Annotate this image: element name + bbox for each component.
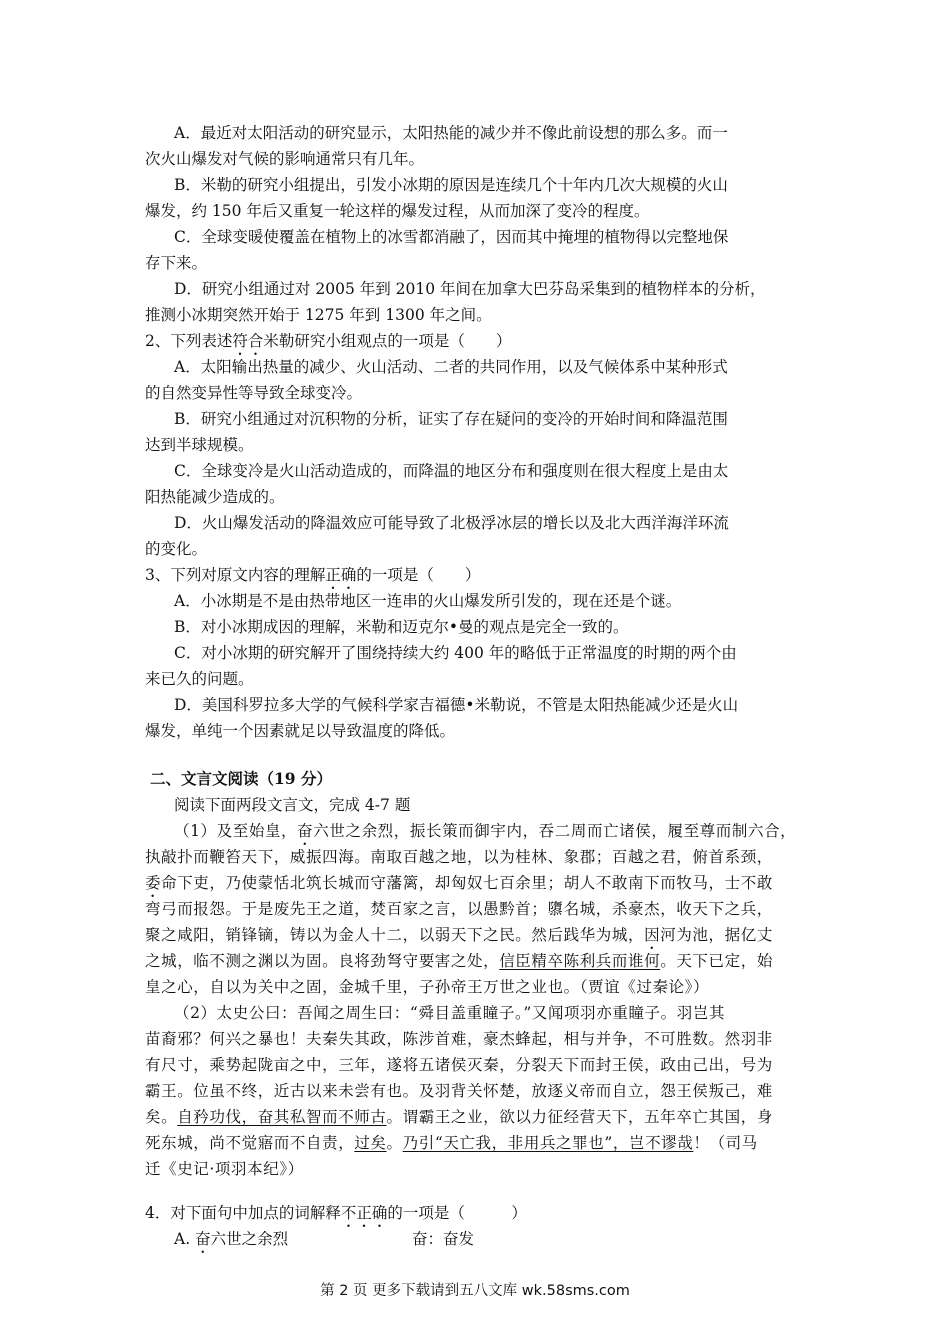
question-4-stem: 4．对下面句中加点的词解释不正确的一项是（ ） [145,1204,527,1222]
passage-1-line: 皇之心，自以为关中之固，金城千里，子孙帝王万世之业也。（贾谊《过秦论》） [145,978,710,996]
passage-1-line: 聚之咸阳，销锋镝，铸以为金人十二，以弱天下之民。然后践华为城，因河为池，据亿丈 [145,926,773,944]
underlined-sentence: 自矜功伐，奋其私智而不师古 [177,1108,387,1126]
emphasis-word: 符合 [232,332,264,350]
question-2-option-line: B．研究小组通过对沉积物的分析，证实了存在疑问的变冷的开始时间和降温范围 [174,410,728,428]
sec1-line-7: D．研究小组通过对 2005 年到 2010 年间在加拿大巴芬岛采集到的植物样本的分析， [174,280,766,298]
sec1-line-3: B．米勒的研究小组提出，引发小冰期的原因是连续几个十年内几次大规模的火山 [174,176,728,194]
question-4-option-a-answer: 奋：奋发 [412,1230,475,1248]
passage-1-line: （1）及至始皇，奋六世之余烈，振长策而御宇内，吞二周而亡诸侯，履至尊而制六合， [174,822,797,840]
underlined-sentence: 过矣 [354,1134,387,1152]
underlined-sentence: 乃引“天亡我，非用兵之罪也”，岂不谬哉 [402,1134,694,1152]
passage-2-line: 霸王。位虽不终，近古以来未尝有也。及羽背关怀楚，放逐义帝而自立，怨王侯叛己，难 [145,1082,773,1100]
underlined-sentence: 信臣精卒陈利兵而谁何 [499,952,661,970]
question-2-option-line: 达到半球规模。 [145,436,254,454]
passage-2-line: 苗裔邪？何兴之暴也！夫秦失其政，陈涉首难，豪杰蜂起，相与并争，不可胜数。然羽非 [145,1030,773,1048]
sec1-line-4: 爆发，约 150 年后又重复一轮这样的爆发过程，从而加深了变冷的程度。 [145,202,650,220]
emphasis-word: 因 [644,926,661,944]
question-2-option-line: 的变化。 [145,540,208,558]
section-intro: 阅读下面两段文言文，完成 4-7 题 [174,796,411,814]
emphasis-word: 奋 [195,1230,211,1248]
question-3-option-line: D．美国科罗拉多大学的气候科学家吉福德•米勒说，不管是太阳热能减少还是火山 [174,696,739,714]
passage-1-line: 之城，临不测之渊以为固。良将劲弩守要害之处，信臣精卒陈利兵而谁何。天下已定，始 [145,952,773,970]
sec1-line-1: A．最近对太阳活动的研究显示，太阳热能的减少并不像此前设想的那么多。而一 [174,124,728,142]
question-2-option-line: C．全球变冷是火山活动造成的，而降温的地区分布和强度则在很大程度上是由太 [174,462,729,480]
question-2-option-line: D．火山爆发活动的降温效应可能导致了北极浮冰层的增长以及北大西洋海洋环流 [174,514,729,532]
question-2-option-line: 阳热能减少造成的。 [145,488,285,506]
sec1-line-6: 存下来。 [145,254,208,272]
question-4-option-a: A. 奋六世之余烈 [174,1230,289,1248]
passage-2-line: （2）太史公曰：吾闻之周生曰：“舜目盖重瞳子。”又闻项羽亦重瞳子。羽岂其 [174,1004,726,1022]
question-3-stem: 3、下列对原文内容的理解正确的一项是（ ） [145,566,481,584]
passage-1-line: 委命下吏，乃使蒙恬北筑长城而守藩篱，却匈奴七百余里；胡人不敢南下而牧马，士不敢 [145,874,773,892]
question-2-option-line: A．太阳输出热量的减少、火山活动、二者的共同作用，以及气候体系中某种形式 [174,358,728,376]
question-3-option-line: C．对小冰期的研究解开了围绕持续大约 400 年的略低于正常温度的时期的两个由 [174,644,737,662]
question-3-option-line: 爆发，单纯一个因素就足以导致温度的降低。 [145,722,456,740]
passage-1-line: 执敲扑而鞭笞天下，威振四海。南取百越之地，以为桂林、象郡；百越之君，俯首系颈， [145,848,773,866]
passage-2-line: 死东城，尚不觉寤而不自责，过矣。乃引“天亡我，非用兵之罪也”，岂不谬哉！（司马 [145,1134,758,1152]
passage-2-line: 迁《史记·项羽本纪》） [145,1160,304,1178]
page-footer: 第 2 页 更多下载请到五八文库 wk.58sms.com [320,1283,630,1299]
question-3-option-line: A．小冰期是不是由热带地区一连串的火山爆发所引发的，现在还是个谜。 [174,592,682,610]
question-2-stem: 2、下列表述符合米勒研究小组观点的一项是（ ） [145,332,512,350]
question-2-option-line: 的自然变异性等导致全球变冷。 [145,384,363,402]
question-3-option-line: B．对小冰期成因的理解，米勒和迈克尔•曼的观点是完全一致的。 [174,618,629,636]
emphasis-word: 正确 [325,566,357,584]
passage-1-line: 弯弓而报怨。于是废先王之道，焚百家之言，以愚黔首；隳名城，杀豪杰，收天下之兵， [145,900,773,918]
sec1-line-8: 推测小冰期突然开始于 1275 年到 1300 年之间。 [145,306,492,324]
emphasis-word: 奋 [297,822,314,840]
section-heading: 二、文言文阅读（19 分） [150,769,332,788]
sec1-line-2: 次火山爆发对气候的影响通常只有几年。 [145,150,425,168]
passage-2-line: 有尺寸，乘势起陇亩之中，三年，遂将五诸侯灭秦，分裂天下而封王侯，政由己出，号为 [145,1056,773,1074]
sec1-line-5: C．全球变暖使覆盖在植物上的冰雪都消融了，因而其中掩埋的植物得以完整地保 [174,228,729,246]
question-3-option-line: 来已久的问题。 [145,670,254,688]
passage-2-line: 矣。自矜功伐，奋其私智而不师古。谓霸王之业，欲以力征经营天下，五年卒亡其国，身 [145,1108,773,1126]
emphasis-word: 不正确 [340,1204,388,1222]
emphasis-word: 委 [145,874,162,892]
